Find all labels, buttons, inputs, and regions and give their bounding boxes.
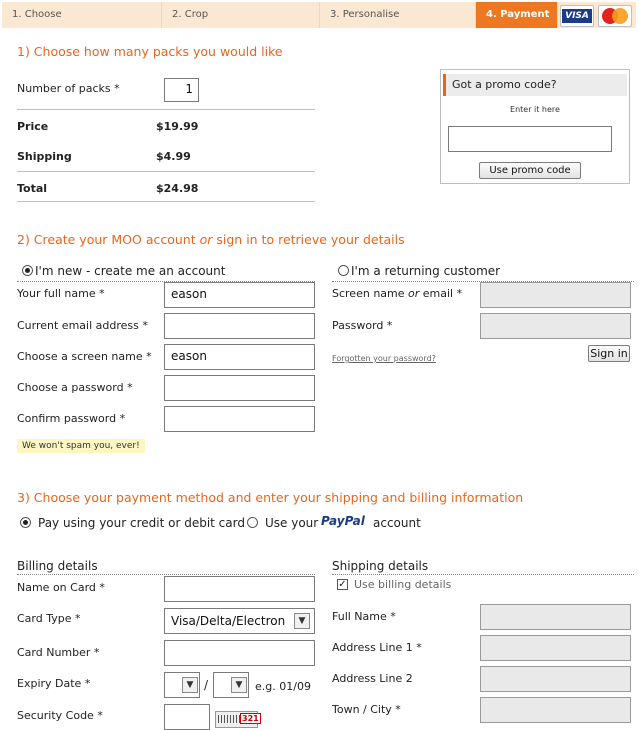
ship-full-name-input[interactable]	[480, 604, 631, 630]
signin-password-label: Password *	[332, 319, 393, 332]
section2-title-or: or	[199, 232, 213, 247]
billing-heading: Billing details	[17, 559, 98, 573]
divider	[17, 201, 315, 202]
full-name-input[interactable]: eason	[164, 282, 315, 308]
ship-full-name-label: Full Name *	[332, 610, 396, 623]
forgot-password-link[interactable]: Forgotten your password?	[332, 354, 436, 363]
returning-customer-radio[interactable]	[338, 265, 349, 276]
expiry-label: Expiry Date *	[17, 677, 91, 690]
checkout-steps	[2, 2, 636, 28]
card-type-value: Visa/Delta/Electron	[171, 614, 286, 628]
total-value: $24.98	[156, 182, 199, 195]
chevron-down-icon: ▼	[182, 677, 198, 693]
security-code-hint: 321	[242, 714, 259, 723]
password-input[interactable]	[164, 375, 315, 401]
promo-code-box	[440, 69, 630, 184]
expiry-year-select[interactable]	[213, 672, 249, 698]
shipping-label: Shipping	[17, 150, 72, 163]
full-name-label: Your full name *	[17, 287, 105, 300]
use-billing-checkbox[interactable]: ✓	[338, 579, 347, 590]
step-crop[interactable]: 2. Crop	[162, 2, 320, 28]
step-personalise[interactable]: 3. Personalise	[320, 2, 476, 28]
confirm-password-input[interactable]	[164, 406, 315, 432]
ship-address2-input[interactable]	[480, 666, 631, 692]
ship-town-label: Town / City *	[332, 703, 401, 716]
chevron-down-icon: ▼	[231, 677, 247, 693]
password-label: Choose a password *	[17, 381, 133, 394]
use-billing-label: Use billing details	[354, 578, 452, 591]
paypal-payment-radio[interactable]	[247, 517, 258, 528]
promo-heading: Got a promo code?	[443, 74, 627, 96]
expiry-month-select[interactable]	[164, 672, 200, 698]
promo-hint: Enter it here	[510, 105, 560, 114]
card-payment-radio[interactable]	[20, 517, 31, 528]
divider	[332, 574, 634, 575]
card-number-input[interactable]	[164, 640, 315, 666]
ship-address2-label: Address Line 2	[332, 672, 413, 685]
use-promo-code-button[interactable]: Use promo code	[479, 162, 581, 179]
packs-label: Number of packs *	[17, 82, 120, 95]
paypal-prefix: Use your	[265, 516, 319, 530]
chevron-down-icon: ▼	[294, 613, 310, 629]
card-payment-label: Pay using your credit or debit card	[38, 516, 245, 530]
card-number-label: Card Number *	[17, 646, 100, 659]
shipping-heading: Shipping details	[332, 559, 429, 573]
section3-title: 3) Choose your payment method and enter your shipping and billing information	[17, 490, 524, 505]
divider	[17, 109, 315, 110]
new-customer-radio[interactable]	[22, 265, 33, 276]
no-spam-note: We won't spam you, ever!	[17, 439, 145, 453]
signin-screen-label-text: email *	[419, 287, 463, 300]
section2-title-text: 2) Create your MOO account	[17, 232, 200, 247]
ship-address1-input[interactable]	[480, 635, 631, 661]
paypal-logo-icon: PayPal	[321, 514, 365, 528]
signin-password-input[interactable]	[480, 313, 631, 339]
expiry-example: e.g. 01/09	[255, 680, 311, 693]
packs-input[interactable]: 1	[164, 78, 199, 102]
divider	[17, 574, 315, 575]
divider	[17, 171, 315, 172]
section1-title: 1) Choose how many packs you would like	[17, 44, 283, 59]
ship-town-input[interactable]	[480, 697, 631, 723]
screen-name-label: Choose a screen name *	[17, 350, 152, 363]
step-payment[interactable]: 4. Payment	[476, 2, 558, 28]
confirm-password-label: Confirm password *	[17, 412, 126, 425]
signin-screen-label-text: Screen name	[332, 287, 409, 300]
mastercard-logo-icon	[598, 5, 632, 27]
price-value: $19.99	[156, 120, 199, 133]
security-code-label: Security Code *	[17, 709, 103, 722]
returning-customer-label: I'm a returning customer	[351, 264, 501, 278]
sign-in-button[interactable]: Sign in	[588, 345, 630, 362]
visa-logo-icon: VISA	[560, 5, 594, 27]
signin-screen-name-input[interactable]	[480, 282, 631, 308]
section2-title	[17, 232, 405, 247]
ship-address1-label: Address Line 1 *	[332, 641, 422, 654]
email-input[interactable]	[164, 313, 315, 339]
shipping-value: $4.99	[156, 150, 191, 163]
section2-title-text: sign in to retrieve your details	[212, 232, 405, 247]
security-code-input[interactable]	[164, 704, 210, 730]
security-code-card-icon	[215, 711, 258, 728]
screen-name-input[interactable]: eason	[164, 344, 315, 370]
signin-screen-label-or: or	[408, 287, 420, 300]
name-on-card-input[interactable]	[164, 576, 315, 602]
total-label: Total	[17, 182, 48, 195]
expiry-separator: /	[204, 678, 209, 692]
paypal-suffix: account	[373, 516, 421, 530]
promo-code-input[interactable]	[448, 126, 612, 152]
new-customer-label: I'm new - create me an account	[35, 264, 226, 278]
card-type-label: Card Type *	[17, 612, 81, 625]
price-label: Price	[17, 120, 49, 133]
card-type-select[interactable]	[164, 608, 315, 634]
name-on-card-label: Name on Card *	[17, 581, 105, 594]
step-choose[interactable]: 1. Choose	[2, 2, 162, 28]
email-label: Current email address *	[17, 319, 148, 332]
signin-screen-label	[332, 287, 462, 300]
